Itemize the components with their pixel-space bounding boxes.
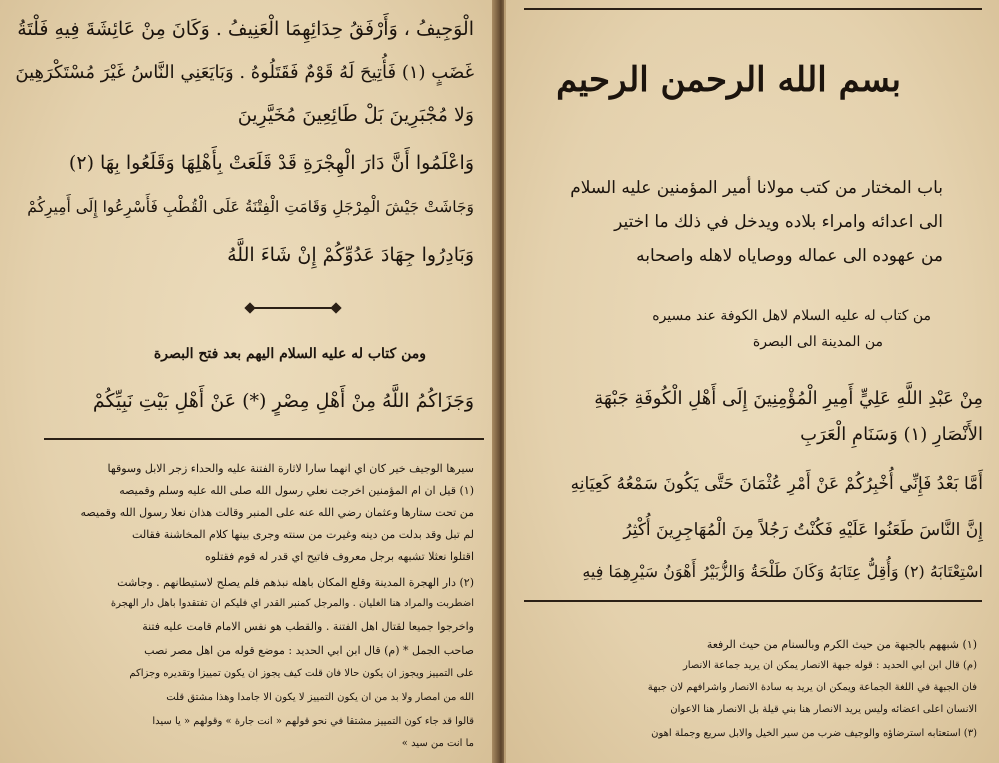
footnote-line: واخرجوا جميعا لقتال اهل الفتنة . والقطب هو نفس الامام قامت عليه فتنة: [142, 620, 474, 633]
left-verse-line: وَبَادِرُوا جِهَادَ عَدُوِّكُمْ إِنْ شَاءَ اللَّهُ: [227, 244, 474, 266]
right-verse-line: اسْتِعْتَابَهُ (٢) وَأُقِلُّ عِتَابَهُ وَكَانَ طَلْحَةُ وَالزُّبَيْرُ أَهْوَنُ سَيْرِهِمَا فِيهِ: [582, 562, 983, 581]
footnote-line: قالوا قد جاء كون التمييز مشتقا في نحو قولهم « انت جارة » وقولهم « يا سيدا: [152, 716, 474, 727]
left-verse-line: وَجَاشَتْ جَيْشَ الْمِرْجَلِ وَقَامَتِ الْفِتْنَةُ عَلَى الْقُطْبِ فَأَسْرِعُوا إِلَى أَمِيرِكُمْ: [27, 198, 474, 216]
chapter-intro-line: من عهوده الى عماله ووصاياه لاهله واصحابه: [636, 246, 943, 266]
right-page: [504, 0, 999, 763]
footnote-divider: [524, 600, 982, 602]
right-verse-line: أَمَّا بَعْدُ فَإِنِّي أُخْبِرُكُمْ عَنْ أَمْرِ عُثْمَانَ حَتَّى يَكُونَ سَمْعُهُ كَعِيَانِهِ: [570, 474, 983, 494]
left-page: [0, 0, 498, 763]
footnote-line: (١) شبههم بالجبهة من حيث الكرم وبالسنام من حيث الرفعة: [706, 638, 977, 651]
footnote-line: الانسان اعلى اعضائه وليس يريد الانصار هنا بني قيلة بل الانصار هنا الاعوان: [670, 704, 977, 715]
right-verse-line: مِنْ عَبْدِ اللَّهِ عَلِيٍّ أَمِيرِ الْمُؤْمِنِينَ إِلَى أَهْلِ الْكُوفَةِ جَبْهَةِ: [594, 388, 983, 409]
footnote-line: (٣) استعتابه استرضاؤه والوجيف ضرب من سير الخيل والابل سريع وجملة اهون: [651, 728, 977, 739]
footnote-line: من تحت ستارها وعثمان رضي الله عنه على المنبر وقالت هذان نعلا رسول الله وقميصه: [80, 506, 474, 519]
footnote-line: (م) قال ابن ابي الحديد : قوله جبهة الانصار يمكن ان يريد جماعة الانصار: [682, 660, 977, 671]
left-verse-line: الْوَجِيفُ ، وَأَرْفَقُ حِدَائِهِمَا الْعَنِيفُ . وَكَانَ مِنْ عَائِشَةَ فِيهِ فَلْتَةُ: [17, 18, 474, 40]
left-verse-line: وَاعْلَمُوا أَنَّ دَارَ الْهِجْرَةِ قَدْ قَلَعَتْ بِأَهْلِهَا وَقَلَعُوا بِهَا (٢): [68, 152, 474, 174]
footnote-line: الله من امصار ولا بد من ان يكون التمييز لا يكون الا جامدا وهذا مشتق قلت: [166, 692, 474, 703]
footnote-line: صاحب الجمل * (م) قال ابن ابي الحديد : موضع قوله من اهل مصر نصب: [144, 644, 474, 657]
header-rule: [524, 8, 982, 10]
letter-heading: من المدينة الى البصرة: [752, 334, 883, 350]
left-verse-line: وَلا مُجْبَرِينَ بَلْ طَائِعِينَ مُخَيَّرِينَ: [237, 104, 474, 126]
section-ornament: [252, 307, 334, 309]
left-verse-line: غَضَبٍ (١) فَأُتِيحَ لَهُ قَوْمٌ فَقَتَلُوهُ . وَبَايَعَنِي النَّاسُ غَيْرَ مُسْتَكْرَهِينَ: [15, 62, 474, 83]
right-verse-line: الأَنْصَارِ (١) وَسَنَامِ الْعَرَبِ: [800, 424, 983, 445]
footnote-divider: [44, 438, 484, 440]
footnote-line: اضطربت والمراد هنا الغليان . والمرجل كمنبر القدر اي فليكم ان تفتقدوا باهل دار الهجرة: [110, 598, 474, 609]
footnote-line: على التمييز ويجوز ان يكون حالا فان قلت كيف يجوز ان يكون تمييزا وتقديره وجزاكم: [129, 668, 474, 679]
chapter-intro-line: باب المختار من كتب مولانا أمير المؤمنين عليه السلام: [570, 178, 943, 198]
footnote-line: ما انت من سيد »: [401, 738, 474, 749]
footnote-line: (١) قيل ان ام المؤمنين اخرجت نعلي رسول الله صلى الله عليه وسلم وقميصه: [119, 484, 474, 497]
letter-heading: ومن كتاب له عليه السلام اليهم بعد فتح البصرة: [153, 346, 426, 362]
footnote-line: فان الجبهة في اللغة الجماعة ويمكن ان يريد به سادة الانصار واشرافهم لان جبهة: [647, 682, 977, 693]
basmala: بسم الله الرحمن الرحيم: [556, 60, 901, 100]
letter-heading: من كتاب له عليه السلام لاهل الكوفة عند مسيره: [652, 308, 931, 324]
footnote-line: اقتلوا نعثلا تشبهه برجل معروف فاتيح اي قدر له قوم فقتلوه: [205, 550, 474, 563]
right-verse-line: إِنَّ النَّاسَ طَعَنُوا عَلَيْهِ فَكُنْتُ رَجُلاً مِنَ الْمُهَاجِرِينَ أُكْثِرُ: [623, 520, 983, 540]
footnote-line: لم تبل وقد بدلت من دينه وغيرت من سنته وجرى بينها كلام المخاشنة فقالت: [132, 528, 474, 541]
left-heading-verse: وَجَزَاكُمُ اللَّهُ مِنْ أَهْلِ مِصْرٍ (*) عَنْ أَهْلِ بَيْتِ نَبِيِّكُمْ: [92, 390, 474, 412]
chapter-intro-line: الى اعدائه وامراء بلاده ويدخل في ذلك ما اختير: [614, 212, 943, 232]
footnote-line: سيرها الوجيف خير كان اي انهما سارا لاثارة الفتنة عليه والحداء زجر الابل وسوقها: [107, 462, 474, 475]
footnote-line: (٢) دار الهجرة المدينة وقلع المكان باهله نبذهم فلم يصلح لاستيطانهم . وجاشت: [117, 576, 474, 589]
